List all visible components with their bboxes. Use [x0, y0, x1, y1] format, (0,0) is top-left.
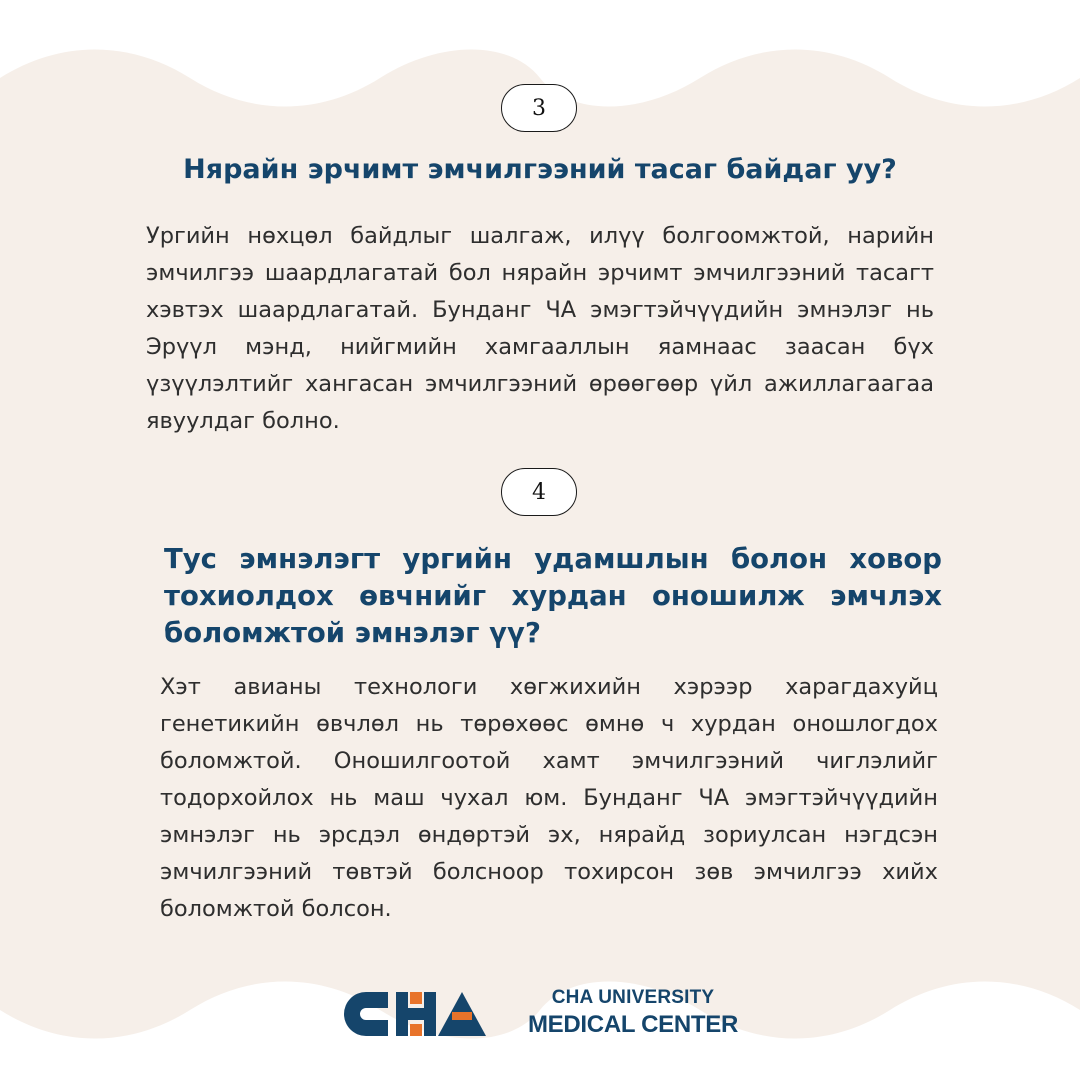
cha-logo-icon: [340, 990, 486, 1038]
section-4-body: Хэт авианы технологи хөгжихийн хэрээр харагдахуйц генетикийн өвчлөл нь төрөхөөс өмнө ч хурдан оношлогдох боломжтой. Оношилгоотой хамт эмчилгээний чиглэлийг тодорхойлох нь маш чухал юм. Бунданг ЧА эмэгтэйчүүдийн эмнэлэг нь эрсдэл өндөртэй эх, нярайд зориулсан нэгдсэн эмчилгээний төвтэй болсноор тохирсон зөв эмчилгээ хийх боломжтой болсон.: [160, 674, 938, 922]
logo-line-university: CHA UNIVERSITY: [551, 987, 715, 1008]
logo-line-medical-center: MEDICAL CENTER: [527, 1011, 739, 1038]
section-4-heading: Тус эмнэлэгт ургийн удамшлын болон ховор тохиолдох өвчнийг хурдан оношилж эмчлэх боломжтой эмнэлэг үү?: [164, 543, 942, 649]
logo-wordmark: [518, 986, 748, 1040]
section-number-badge-4: 4: [501, 468, 577, 516]
section-3-heading: Нярайн эрчимт эмчилгээний тасаг байдаг уу?: [183, 154, 897, 185]
section-number-badge-3: 3: [501, 84, 577, 132]
section-3-body: Ургийн нөхцөл байдлыг шалгаж, илүү болгоомжтой, нарийн эмчилгээ шаардлагатай бол нярайн эрчимт эмчилгээний тасагт хэвтэх шаардлагатай. Бунданг ЧА эмэгтэйчүүдийн эмнэлэг нь Эрүүл мэнд, нийгмийн хамгааллын яамнаас заасан бүх үзүүлэлтийг хангасан эмчилгээний өрөөгөөр үйл ажиллагаагаа явуулдаг болно.: [146, 223, 934, 434]
